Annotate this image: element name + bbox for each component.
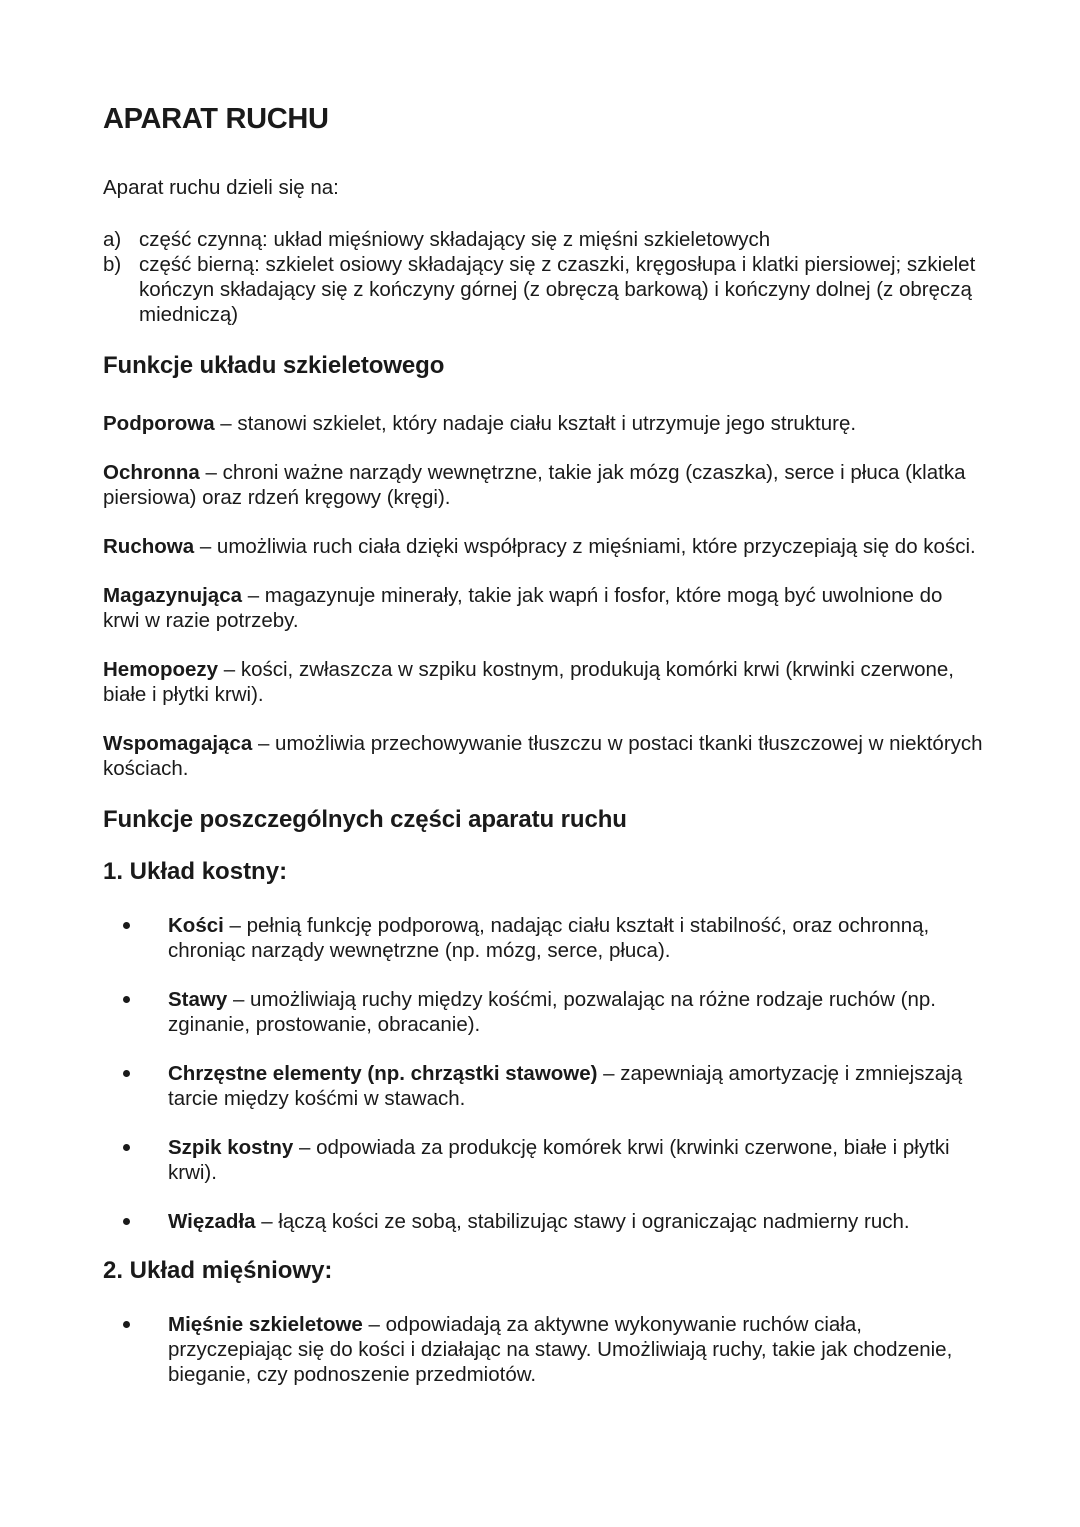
function-item [103, 534, 983, 559]
function-term: Magazynująca [103, 584, 242, 607]
function-desc: – kości, zwłaszcza w szpiku kostnym, produkują komórki krwi (krwinki czerwone, białe i płytki krwi). [103, 658, 954, 706]
item-desc: – odpowiadają za aktywne wykonywanie ruchów ciała, przyczepiając się do kości i działając na stawy. Umożliwiają ruchy, takie jak chodzenie, bieganie, czy podnoszenie przedmiotów. [168, 1313, 953, 1386]
bullet-icon [123, 1321, 130, 1328]
item-term: Szpik kostny [168, 1136, 294, 1159]
function-item [103, 657, 983, 707]
skeletal-list [103, 913, 983, 1234]
function-term: Ruchowa [103, 535, 195, 558]
function-term: Podporowa [103, 412, 215, 435]
intro-text: Aparat ruchu dzieli się na: [103, 176, 339, 199]
part-text: część bierną: szkielet osiowy składający się z czaszki, kręgosłupa i klatki piersiowej; szkielet kończyn składający się z kończyny górnej (z obręczą barkową) i kończyny dolnej (z obręczą miedniczą) [139, 253, 976, 326]
item-term: Mięśnie szkieletowe [168, 1313, 363, 1336]
muscular-list [103, 1312, 983, 1387]
bullet-icon [123, 1218, 130, 1225]
part-item [103, 252, 983, 327]
item-desc: – łączą kości ze sobą, stabilizując stawy i ograniczając nadmierny ruch. [255, 1210, 910, 1233]
function-term: Hemopoezy [103, 658, 219, 681]
item-term: Stawy [168, 988, 228, 1011]
function-item [103, 731, 983, 781]
part-text: część czynną: układ mięśniowy składający się z mięśni szkieletowych [139, 228, 771, 251]
item-desc: – pełnią funkcję podporową, nadając ciału kształt i stabilność, oraz ochronną, chroniąc narządy wewnętrzne (np. mózg, serce, płuca). [168, 914, 930, 962]
function-desc: – chroni ważne narządy wewnętrzne, takie jak mózg (czaszka), serce i płuca (klatka piersiowa) oraz rdzeń kręgowy (kręgi). [103, 461, 966, 509]
list-item [103, 987, 983, 1037]
list-item [103, 1135, 983, 1185]
item-term: Chrzęstne elementy (np. chrząstki stawowe) [168, 1062, 598, 1085]
function-desc: – magazynuje minerały, takie jak wapń i fosfor, które mogą być uwolnione do krwi w razie potrzeby. [103, 584, 943, 632]
function-item [103, 583, 983, 633]
list-item [103, 1209, 983, 1234]
subsection-heading-skeletal: 1. Układ kostny: [103, 858, 288, 885]
bullet-icon [123, 922, 130, 929]
part-item [103, 227, 983, 252]
function-term: Wspomagająca [103, 732, 253, 755]
parts-list [103, 227, 983, 327]
item-desc: – odpowiada za produkcję komórek krwi (krwinki czerwone, białe i płytki krwi). [168, 1136, 950, 1184]
section-heading-skeletal-functions: Funkcje układu szkieletowego [103, 352, 445, 379]
list-item [103, 1312, 983, 1387]
function-desc: – umożliwia ruch ciała dzięki współpracy z mięśniami, które przyczepiają się do kości. [194, 535, 976, 558]
function-item [103, 411, 983, 436]
function-item [103, 460, 983, 510]
bullet-icon [123, 1070, 130, 1077]
section-heading-part-functions: Funkcje poszczególnych części aparatu ruchu [103, 806, 627, 833]
item-desc: – umożliwiają ruchy między kośćmi, pozwalając na różne rodzaje ruchów (np. zginanie, prostowanie, obracanie). [168, 988, 936, 1036]
item-term: Kości [168, 914, 224, 937]
subsection-heading-muscular: 2. Układ mięśniowy: [103, 1257, 333, 1284]
part-label: b) [103, 253, 122, 276]
part-label: a) [103, 228, 122, 251]
function-desc: – stanowi szkielet, który nadaje ciału kształt i utrzymuje jego strukturę. [214, 412, 857, 435]
function-term: Ochronna [103, 461, 200, 484]
item-term: Więzadła [168, 1210, 256, 1233]
page-title: APARAT RUCHU [103, 103, 329, 135]
item-desc: – zapewniają amortyzację i zmniejszają tarcie między kośćmi w stawach. [168, 1062, 963, 1110]
list-item [103, 913, 983, 963]
list-item [103, 1061, 983, 1111]
bullet-icon [123, 996, 130, 1003]
function-desc: – umożliwia przechowywanie tłuszczu w postaci tkanki tłuszczowej w niektórych kościach. [103, 732, 983, 780]
bullet-icon [123, 1144, 130, 1151]
